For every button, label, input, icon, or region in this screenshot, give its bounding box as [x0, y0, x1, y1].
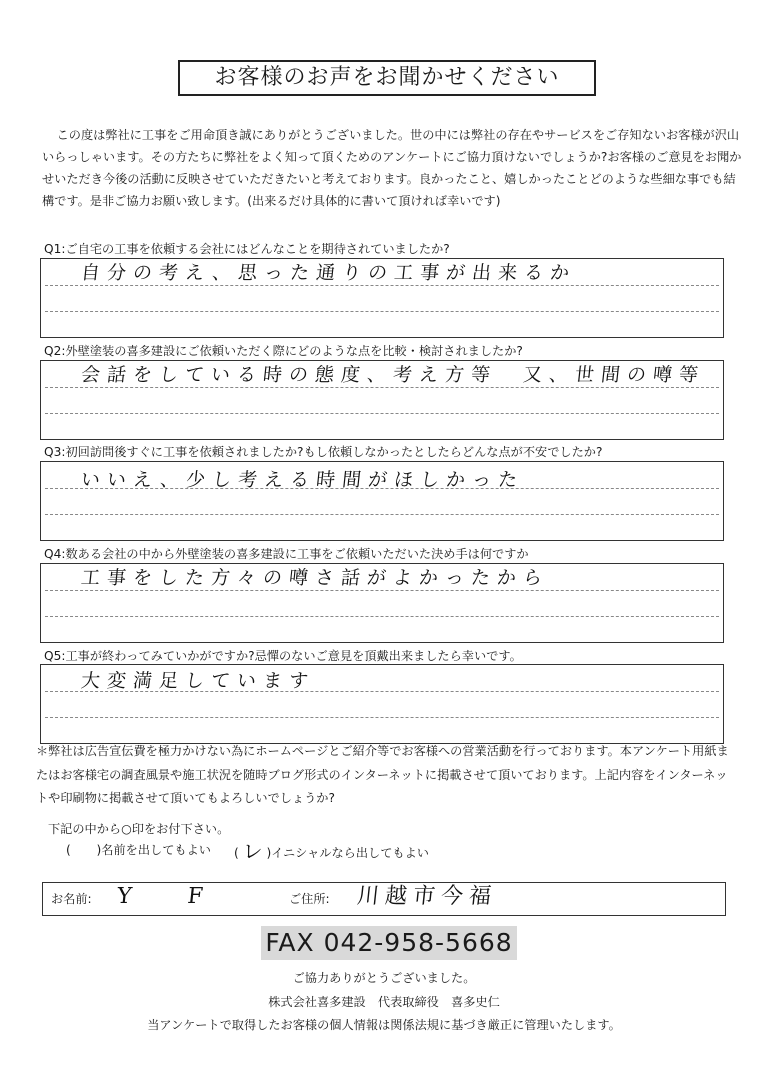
- question-4-answer-box: [40, 563, 724, 643]
- footer-thanks: ご協力ありがとうございました。: [292, 971, 476, 985]
- name-value[interactable]: Y F: [115, 884, 209, 909]
- address-label: ご住所:: [289, 892, 330, 906]
- question-1-label: Q1:ご自宅の工事を依頼する会社にはどんなことを期待されていましたか?: [44, 242, 450, 256]
- question-1-answer-box: [40, 258, 724, 338]
- page-title: お客様のお声をお聞かせください: [178, 60, 596, 96]
- option-name-ok[interactable]: [66, 840, 211, 860]
- option-initial-bracket: (: [234, 846, 239, 860]
- question-2-answer-box: [40, 360, 724, 440]
- question-4-label: Q4:数ある会社の中から外壁塗装の喜多建設に工事をご依頼いただいた決め手は何ですか: [44, 547, 529, 561]
- footer-company: 株式会社喜多建設 代表取締役 喜多史仁: [268, 995, 500, 1009]
- question-3-answer: いいえ、少し考える時間がほしかった: [79, 469, 526, 491]
- instruction-text: 下記の中から○印をお付下さい。: [48, 822, 230, 836]
- question-3-answer-box: [40, 461, 724, 541]
- intro-paragraph: この度は弊社に工事をご用命頂き誠にありがとうございました。世の中には弊社の存在やサービスをご存知ないお客様が沢山いらっしゃいます。その方たちに弊社をよく知って頂くためのアンケートにご協力頂けないでしょうか?お客様のご意見をお聞かせいただき今後の活動に反映させていただきたいと考えております。良かったこと、嬉しかったことどのような些細な事でも結構です。是非ご協力お願い致します。(出来るだけ具体的に書いて頂ければ幸いです): [42, 128, 742, 208]
- question-2-label: Q2:外壁塗装の喜多建設にご依頼いただく際にどのような点を比較・検討されましたか?: [44, 344, 523, 358]
- question-5-label: Q5:工事が終わってみていかがですか?忌憚のないご意見を頂戴出来ましたら幸いです。: [44, 649, 522, 663]
- question-5-answer-box: [40, 664, 724, 744]
- question-3-label: Q3:初回訪問後すぐに工事を依頼されましたか?もし依頼しなかったとしたらどんな点が不安でしたか?: [44, 445, 603, 459]
- footer-privacy: 当アンケートで取得したお客様の個人情報は関係法規に基づき厳正に管理いたします。: [147, 1018, 621, 1032]
- check-mark-icon: レ: [242, 839, 263, 863]
- option-name-bracket: (: [66, 843, 71, 857]
- name-label: お名前:: [51, 892, 92, 906]
- name-address-box: [42, 882, 726, 916]
- question-1-answer: 自分の考え、思った通りの工事が出来るか: [79, 262, 578, 284]
- question-2-answer: 会話をしている時の態度、考え方等 又、世間の噂等: [79, 364, 707, 386]
- address-value[interactable]: 川越市今福: [355, 884, 499, 909]
- question-5-answer: 大変満足しています: [79, 670, 317, 692]
- publication-notice: ＊弊社は広告宣伝費を極力かけない為にホームページとご紹介等でお客様への営業活動を行っております。本アンケート用紙またはお客様宅の調査風景や施工状況を随時ブログ形式のインターネットに掲載させて頂いております。上記内容をインターネットや印刷物に掲載させて頂いてもよろしいでしょうか?: [36, 744, 729, 805]
- fax-number: FAX 042-958-5668: [261, 926, 517, 960]
- question-4-answer: 工事をした方々の噂さ話がよかったから: [79, 567, 551, 589]
- option-initial-ok[interactable]: [234, 840, 429, 863]
- option-initial-label: )イニシャルなら出してもよい: [266, 846, 429, 860]
- option-name-label: )名前を出してもよい: [96, 843, 211, 857]
